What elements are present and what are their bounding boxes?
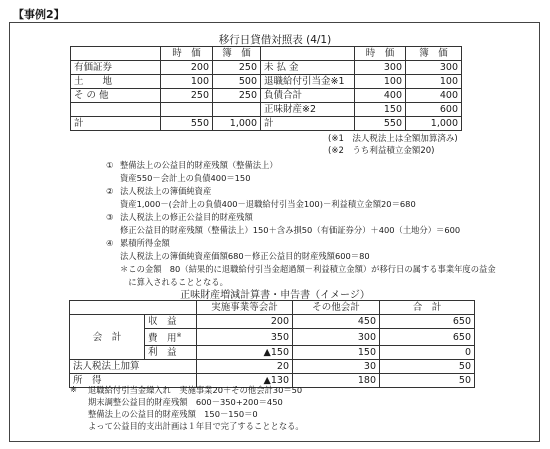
header-cell — [261, 47, 355, 61]
table-cell: 50 — [380, 374, 475, 388]
step-line: 資産550－会計上の負債400＝150 — [120, 173, 251, 183]
footnote — [88, 384, 304, 432]
table-cell: 30 — [293, 360, 380, 374]
step-line: 修正公益目的財産残額（整備法上）150＋含み損50（有価証券分）＋400（土地分）＝600 — [120, 225, 461, 235]
row-label: 所 得 — [70, 374, 197, 388]
header-cell — [70, 301, 197, 315]
table-cell: 計 — [71, 117, 161, 131]
table-cell: 退職給付引当金※1 — [261, 75, 355, 89]
table-cell — [213, 103, 261, 117]
table-cell: 200 — [197, 315, 293, 329]
table-cell: 500 — [213, 75, 261, 89]
table-cell: 正味財産※2 — [261, 103, 355, 117]
table-cell: 50 — [380, 360, 475, 374]
header-cell: 実施事業等会計 — [197, 301, 293, 315]
table-cell — [161, 103, 213, 117]
table-cell: 0 — [380, 346, 475, 360]
table-cell: 300 — [355, 61, 406, 75]
step-line: に算入されることとなる。 — [120, 277, 228, 287]
step-item — [106, 159, 496, 185]
header-cell — [71, 47, 161, 61]
calculation-steps — [106, 159, 496, 289]
income-statement-table — [69, 300, 475, 388]
table-row — [71, 103, 462, 117]
table-cell: 1,000 — [406, 117, 462, 131]
table-cell: 未 払 金 — [261, 61, 355, 75]
table-cell: 400 — [406, 89, 462, 103]
step-item — [106, 185, 496, 211]
table-cell: ▲150 — [197, 346, 293, 360]
step-number: ③ — [106, 212, 114, 222]
table-cell: 20 — [197, 360, 293, 374]
table-total-row — [71, 117, 462, 131]
table-cell: 計 — [261, 117, 355, 131]
step-line: 資産1,000－(会計上の負債400－退職給付引当金100)－利益積立金額20＝680 — [120, 199, 416, 209]
table-cell: 550 — [161, 117, 213, 131]
header-cell: 合 計 — [380, 301, 475, 315]
footnote-mark: ※ — [70, 384, 77, 394]
balance-sheet-note: (※1 法人税法上は全額加算済み) — [328, 134, 458, 144]
table-cell: 400 — [355, 89, 406, 103]
step-title: 法人税法上の修正公益目的財産残額 — [120, 212, 253, 222]
table-cell: 600 — [406, 103, 462, 117]
row-label: 利 益 — [145, 346, 197, 360]
balance-sheet-table — [70, 46, 462, 131]
table-cell: 100 — [406, 75, 462, 89]
table-cell: そ の 他 — [71, 89, 161, 103]
step-line: 法人税法上の簿価純資産価額680－修正公益目的財産残額600＝80 — [120, 251, 370, 261]
note-mark: ※ — [176, 332, 182, 339]
table-cell: 150 — [355, 103, 406, 117]
table-cell: 650 — [380, 329, 475, 346]
table-cell: ▲130 — [197, 374, 293, 388]
table-cell: 300 — [406, 61, 462, 75]
table-cell: 350 — [197, 329, 293, 346]
table-cell: 1,000 — [213, 117, 261, 131]
step-item — [106, 237, 496, 289]
table-header-row — [70, 301, 475, 315]
table-cell: 250 — [213, 61, 261, 75]
footnote-line: 整備法上の公益目的財産残額 150－150＝0 — [88, 409, 258, 419]
row-label: 収 益 — [145, 315, 197, 329]
table-row — [71, 75, 462, 89]
table-row — [70, 360, 475, 374]
table-cell: 650 — [380, 315, 475, 329]
income-statement-title: 正味財産増減計算書・申告書（イメージ） — [180, 290, 370, 301]
step-line: ＊この金額 80（結果的に退職給付引当金超過額－利益積立金額）が移行日の属する事業年度の益金 — [120, 264, 496, 274]
footnote-line: よって公益目的支出計画は１年目で完了することとなる。 — [88, 421, 304, 431]
step-item — [106, 211, 496, 237]
table-cell: 負債合計 — [261, 89, 355, 103]
header-cell: 時 価 — [161, 47, 213, 61]
table-cell: 150 — [293, 346, 380, 360]
table-row — [71, 89, 462, 103]
footnote-line: 期末調整公益目的財産残額 600－350+200＝450 — [88, 397, 283, 407]
header-cell: 簿 価 — [406, 47, 462, 61]
step-number: ① — [106, 160, 114, 170]
row-label — [145, 329, 197, 346]
table-cell: 250 — [213, 89, 261, 103]
row-label: 法人税法上加算 — [70, 360, 197, 374]
table-cell: 450 — [293, 315, 380, 329]
table-header-row — [71, 47, 462, 61]
balance-sheet-title: 移行日貸借対照表 (4/1) — [218, 34, 332, 46]
row-label-text: 費 用 — [148, 333, 177, 345]
table-cell: 100 — [355, 75, 406, 89]
table-row — [71, 61, 462, 75]
table-row — [70, 315, 475, 329]
table-cell: 180 — [293, 374, 380, 388]
table-cell: 有価証券 — [71, 61, 161, 75]
table-cell: 土 地 — [71, 75, 161, 89]
balance-sheet-note: (※2 うち利益積立金額20) — [328, 146, 435, 156]
table-cell: 100 — [161, 75, 213, 89]
header-cell: その他会計 — [293, 301, 380, 315]
group-label: 会 計 — [70, 315, 145, 360]
header-cell: 簿 価 — [213, 47, 261, 61]
table-cell: 250 — [161, 89, 213, 103]
case-heading: 【事例2】 — [13, 8, 65, 21]
step-number: ② — [106, 186, 114, 196]
header-cell: 時 価 — [355, 47, 406, 61]
footnote-line: 退職給付引当金繰入れ 実施事業20＋その他会計30＝50 — [88, 385, 303, 395]
table-cell — [71, 103, 161, 117]
step-title: 整備法上の公益目的財産残額（整備法上） — [120, 160, 278, 170]
table-cell: 200 — [161, 61, 213, 75]
step-number: ④ — [106, 238, 114, 248]
step-title: 累積所得金額 — [120, 238, 170, 248]
table-cell: 300 — [293, 329, 380, 346]
table-cell: 550 — [355, 117, 406, 131]
step-title: 法人税法上の簿価純資産 — [120, 186, 212, 196]
